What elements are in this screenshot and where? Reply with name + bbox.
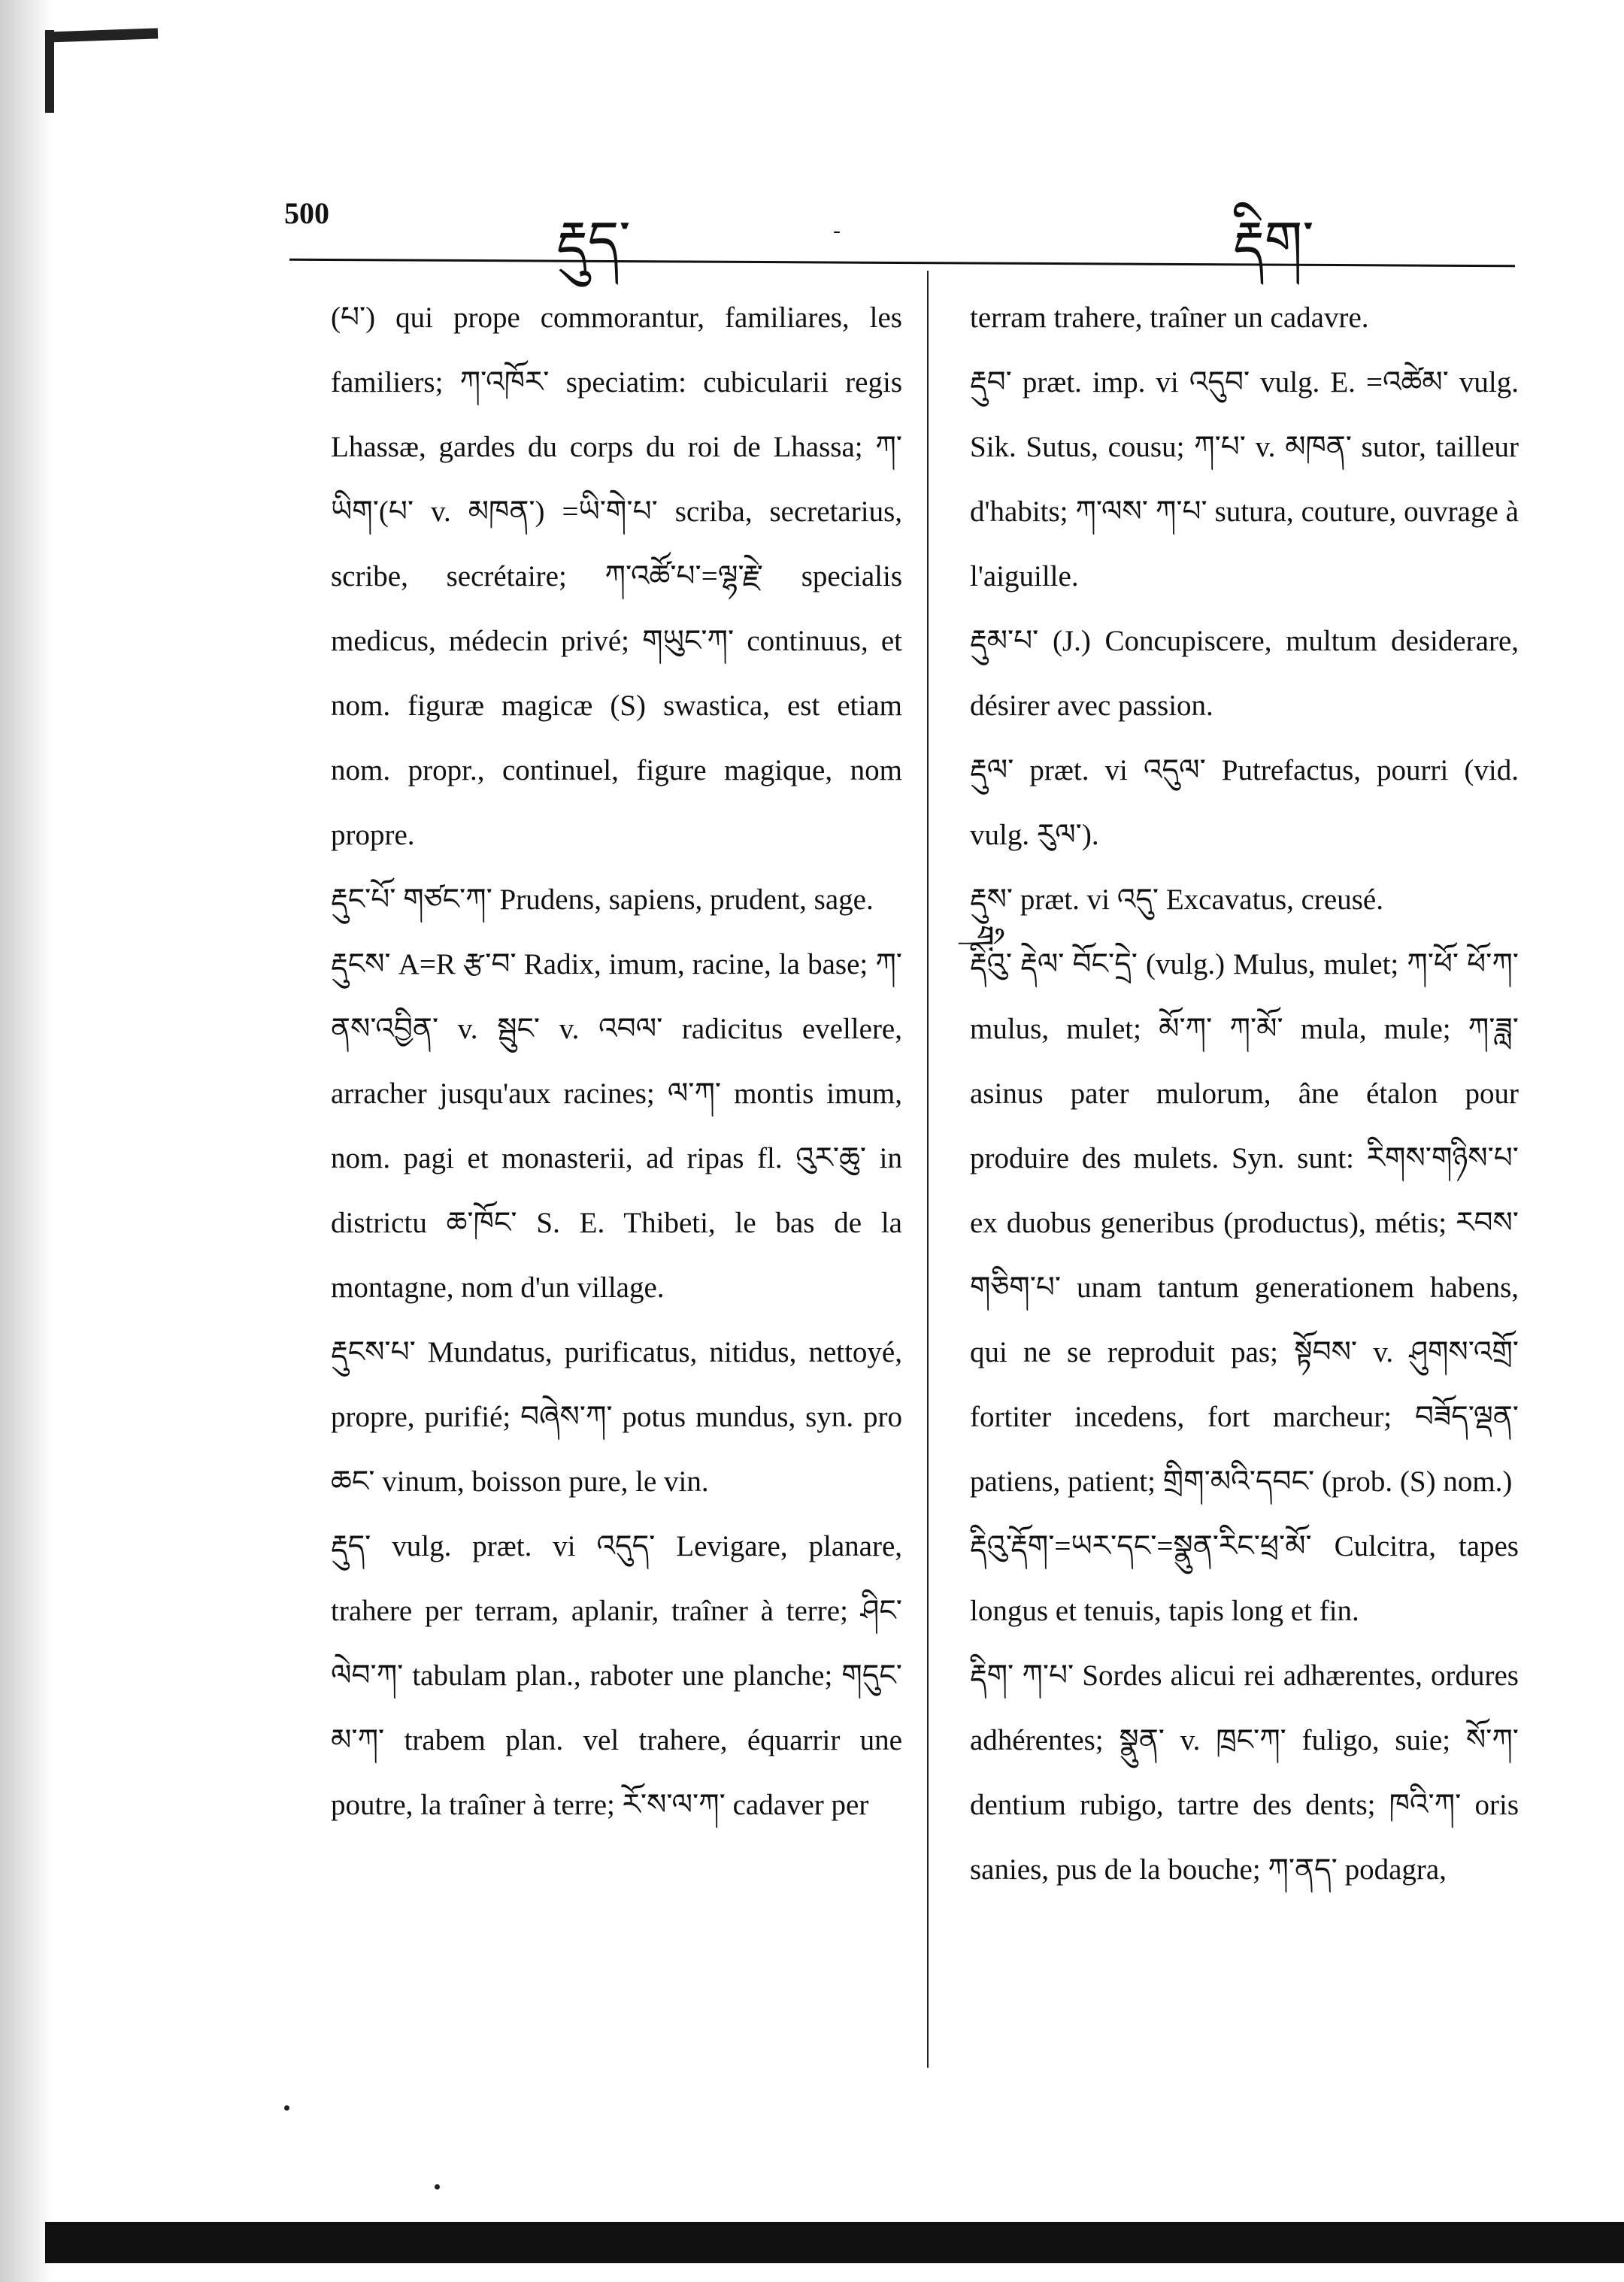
page-header (0, 180, 1624, 272)
entry-rdig: རྡིག་ ཀ་པ་ Sordes alicui rei adhærentes, ordures adhérentes; སྣུན་ v. ཁྲང་ཀ་ fuligo, suie; སོ་ཀ་ dentium rubigo, tartre des dents; ཁའི་ཀ་ oris sanies, pus de la bouche; ཀ་ནད་ podagra, (970, 1659, 1519, 1886)
scan-bottom-bar (45, 2222, 1624, 2263)
entry-rdungs-pa: རྡུངས་པ་ Mundatus, purificatus, nitidus, nettoyé, propre, purifié; བཞེས་ཀ་ potus mundus, syn. pro ཆང་ vinum, boisson pure, le vin. (331, 1336, 902, 1498)
entry-rdub: རྡུབ་ præt. imp. vi འདུབ་ vulg. E. =འཚེམ་ vulg. Sik. Sutus, cousu; ཀ་པ་ v. མཁན་ sutor, tailleur d'habits; ཀ་ལས་ ཀ་པ་ sutura, couture, ouvrage à l'aiguille. (970, 366, 1519, 592)
column-divider (927, 271, 929, 2068)
entry-rdungs: རྡུངས་ A=R རྩ་བ་ Radix, imum, racine, la base; ཀ་ནས་འབྱིན་ v. སྦུང་ v. འབལ་ radicitus evellere, arracher jusqu'aux racines; ལ་ཀ་ montis imum, nom. pagi et monasterii, ad ripas fl. འུར་ཆུ་ in districtu ཆ་ཁོང་ S. E. Thibeti, le bas de la montagne, nom d'un village. (331, 948, 902, 1304)
speck (284, 2105, 289, 2111)
right-column (970, 286, 1519, 1902)
page-number: 500 (284, 196, 329, 230)
entry-rdus: རྡུས་ præt. vi འདུ་ Excavatus, creusé. (970, 883, 1383, 916)
entry-continued: (པ་) qui prope commorantur, familiares, les familiers; ཀ་འཁོར་ speciatim: cubicularii regis Lhassæ, gardes du corps du roi de Lhassa; ཀ་ཡིག་(པ་ v. མཁན་) =ཡི་གེ་པ་ scriba, secretarius, scribe, secrétaire; ཀ་འཚོ་པ་=ལྷ་རྗེ་ specialis medicus, médecin privé; གཡུང་ཀ་ continuus, et nom. figuræ magicæ (S) swastica, est etiam nom. propr., continuel, figure magique, nom propre. (331, 302, 902, 851)
entry-rdul: རྡུལ་ præt. vi འདུལ་ Putrefactus, pourri (vid. vulg. རུལ་). (970, 754, 1519, 851)
header-dot: - (833, 218, 841, 243)
corner-mark (45, 28, 158, 42)
header-rule (289, 259, 1515, 268)
margin-note: གི་ (965, 925, 999, 953)
entry-rdiu-rdog: རྡིའུ་རྡོག་=ཡར་དང་=སྣུན་རིང་ཕྲ་མོ་ Culcitra, tapes longus et tenuis, tapis long et fin. (970, 1530, 1519, 1627)
scan-edge (0, 0, 53, 2282)
running-head-right: རྡིག་ (1233, 209, 1314, 272)
entry-rdum-pa: རྡུམ་པ་ (J.) Concupiscere, multum desiderare, désirer avec passion. (970, 625, 1519, 722)
speck (435, 2184, 440, 2190)
entry-rdiu: རྡིའུ་ རྡེལ་ བོང་དྲེ་ (vulg.) Mulus, mulet; ཀ་ཕོ་ ཕོ་ཀ་ mulus, mulet; མོ་ཀ་ ཀ་མོ་ mula, mule; ཀ་ཟླ་ asinus pater mulorum, âne étalon pour produire des mulets. Syn. sunt: རིགས་གཉིས་པ་ ex duobus generibus (productus), métis; རབས་གཅིག་པ་ unam tantum generationem habens, qui ne se reproduit pas; སྟོབས་ v. ཤུགས་འགྲོ་ fortiter incedens, fort marcheur; བཟོད་ལྡན་ patiens, patient; གྲིག་མའི་དབང་ (prob. (S) nom.) (970, 948, 1519, 1498)
running-head-left: རྡུད་ (556, 209, 631, 272)
entry-rdud: རྡུད་ vulg. præt. vi འདུད་ Levigare, planare, trahere per terram, aplanir, traîner à terre; ཤིང་ལེབ་ཀ་ tabulam plan., raboter une planche; གདུང་མ་ཀ་ trabem plan. vel trahere, équarrir une poutre, la traîner à terre; རོ་ས་ལ་ཀ་ cadaver per (331, 1530, 902, 1821)
entry-continued-right: terram trahere, traîner un cadavre. (970, 302, 1369, 334)
entry-rdung-po: རྡུང་པོ་ གཙང་ཀ་ Prudens, sapiens, prudent, sage. (331, 883, 874, 916)
corner-mark-vertical (45, 30, 54, 113)
left-column (331, 286, 902, 1838)
